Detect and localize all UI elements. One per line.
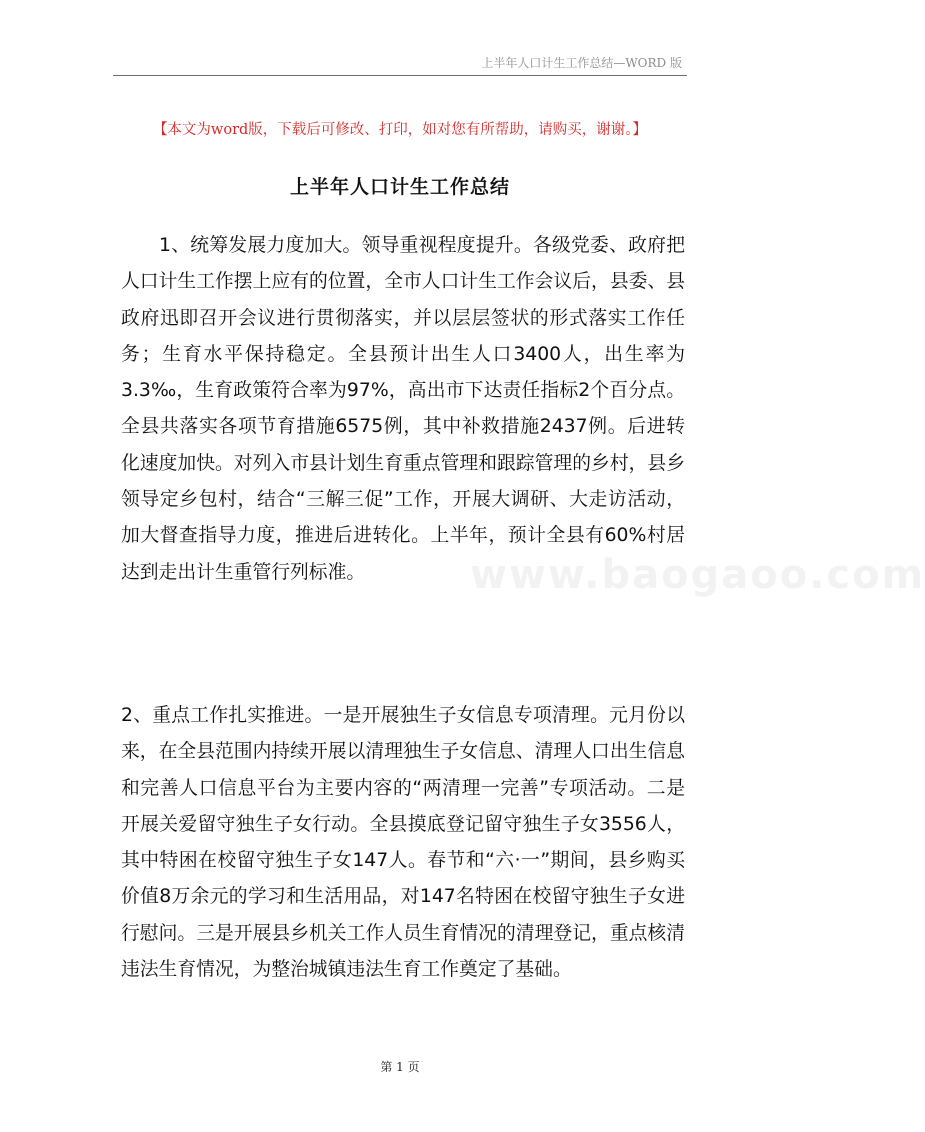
page-number: 第 1 页 xyxy=(380,1060,420,1074)
paragraph-2: 2、重点工作扎实推进。一是开展独生子女信息专项清理。元月份以来，在全县范围内持续开展以清理独生子女信息、清理人口出生信息和完善人口信息平台为主要内容的“两清理一完善”专项活动。二是开展关爱留守独生子女行动。全县摸底登记留守独生子女3556人，其中特困在校留守独生子女147人。春节和“六·一”期间，县乡购买价值8万余元的学习和生活用品，对147名特困在校留守独生子女进行慰问。三是开展县乡机关工作人员生育情况的清理登记，重点核清违法生育情况，为整治城镇违法生育工作奠定了基础。 xyxy=(121,705,685,981)
document-title: 上半年人口计生工作总结 xyxy=(289,176,510,198)
header-divider xyxy=(113,75,687,76)
paragraph-1: 1、统筹发展力度加大。领导重视程度提升。各级党委、政府把人口计生工作摆上应有的位置，全市人口计生工作会议后，县委、县政府迅即召开会议进行贯彻落实，并以层层签状的形式落实工作任务；生育水平保持稳定。全县预计出生人口3400人，出生率为3.3‰，生育政策符合率为97%，高出市下达责任指标2个百分点。全县共落实各项节育措施6575例，其中补救措施2437例。后进转化速度加快。对列入市县计划生育重点管理和跟踪管理的乡村，县乡领导定乡包村，结合“三解三促”工作，开展大调研、大走访活动，加大督查指导力度，推进后进转化。上半年，预计全县有60%村居达到走出计生重管行列标准。 xyxy=(121,235,685,583)
purchase-notice: 【本文为word版，下载后可修改、打印，如对您有所帮助，请购买，谢谢。】 xyxy=(152,122,648,138)
watermark: www.baogaoo.com xyxy=(470,552,925,598)
running-header: 上半年人口计生工作总结—WORD 版 xyxy=(481,56,682,70)
